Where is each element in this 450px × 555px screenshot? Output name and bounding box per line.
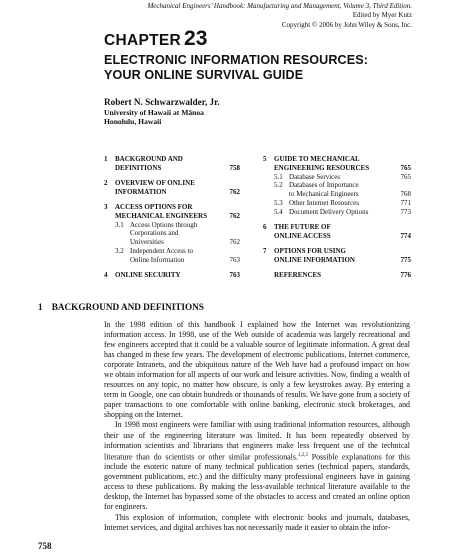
- toc-entry-title: REFERENCES: [274, 271, 322, 279]
- toc-subentry-page: 765: [400, 172, 411, 181]
- header-copyright: Copyright © 2006 by John Wiley & Sons, Inc.: [281, 20, 412, 29]
- running-header: [60, 2, 412, 30]
- toc-entry-title: OPTIONS FOR USING: [274, 247, 346, 255]
- toc-subentry-number: 5.3: [274, 199, 283, 207]
- header-editor: Edited by Myer Kutz: [352, 11, 412, 20]
- toc-entry-title: ONLINE INFORMATION: [274, 255, 355, 264]
- toc-entry-page: 758: [229, 163, 240, 172]
- toc-entry-title: ENGINEERING RESOURCES: [274, 163, 370, 172]
- paragraph: This explosion of information, complete with electronic books and journals, databases, Internet services, and digital archives has not necessarily made it easier to obtain the infor-: [104, 512, 410, 532]
- toc-entry-title: INFORMATION: [115, 187, 167, 196]
- toc-entry-title: GUIDE TO MECHANICAL: [274, 155, 360, 163]
- toc-entry-number: 2: [104, 179, 108, 187]
- toc-entry-number: 5: [263, 155, 267, 163]
- toc-entry-title: THE FUTURE OF: [274, 223, 331, 231]
- chapter-word: CHAPTER: [104, 32, 182, 49]
- chapter-heading: [104, 27, 207, 53]
- toc-entry-title: ACCESS OPTIONS FOR: [115, 203, 193, 211]
- toc-entry-title: ONLINE SECURITY: [115, 271, 181, 279]
- toc-subentry-number: 5.2: [274, 181, 283, 190]
- author-name: Robert N. Schwarzwalder, Jr.: [104, 97, 220, 107]
- toc-subentry-title: to Mechanical Engineers: [289, 190, 359, 199]
- toc-entry-page: 762: [229, 187, 240, 196]
- author-location: Honolulu, Hawaii: [104, 117, 162, 127]
- toc-entry-title: BACKGROUND AND: [115, 155, 183, 163]
- chapter-title-line-1: ELECTRONIC INFORMATION RESOURCES:: [104, 53, 369, 67]
- toc-entry-number: 7: [263, 247, 267, 255]
- toc-entry-number: 6: [263, 223, 267, 231]
- toc-entry-title: ONLINE ACCESS: [274, 231, 331, 240]
- toc-subentry-page: 763: [229, 255, 240, 264]
- toc-subentry-number: 5.4: [274, 207, 283, 216]
- toc-subentry-page: 773: [400, 207, 411, 216]
- paragraph: In 1998 most engineers were familiar with using traditional information resources, although their use of the engineering literature was limited. It has been repeatedly observed by information scientists and librarians that engineers make less frequent use of the technical literature than do scientists or other similar professionals.$^{1,2,3}$ Possible explanations for this include the esoteric nature of many technical publication series (technical papers, standards, government publications, etc.) and the difficulty many professional engineers have in gaining access to these publications. By making the less-available technical literature available to the desktop, the Internet has bypassed some of the obstacles to access and created an online option for engineers.: [104, 420, 410, 512]
- toc-entry-page: 763: [229, 271, 240, 279]
- toc-subentry-title: Independent Access to: [130, 247, 193, 255]
- chapter-number: 23: [184, 27, 208, 50]
- toc-subentry-number: 5.1: [274, 172, 283, 181]
- toc-entry-number: 4: [104, 271, 108, 279]
- toc-subentry-title: Other Internet Resources: [289, 199, 359, 207]
- toc-subentry-title: Databases of Importance: [289, 181, 359, 190]
- toc-entry-page: 762: [229, 211, 240, 220]
- author-block: [104, 96, 220, 127]
- section-number: 1: [38, 302, 43, 312]
- toc-entry-number: 3: [104, 203, 108, 211]
- page-number: 758: [38, 541, 52, 551]
- toc-subentry-number: 3.1: [115, 220, 124, 229]
- section-title: BACKGROUND AND DEFINITIONS: [51, 302, 204, 312]
- toc-entry-number: 1: [104, 155, 108, 163]
- toc-entry-title: DEFINITIONS: [115, 163, 162, 172]
- body-text: [104, 320, 410, 533]
- toc-entry-title: OVERVIEW OF ONLINE: [115, 179, 195, 187]
- toc-subentry-title: Database Services: [289, 172, 341, 181]
- reference-superscript: 1,2,3: [297, 452, 308, 458]
- toc-entry-title: MECHANICAL ENGINEERS: [115, 211, 207, 220]
- toc-entry-page: 774: [400, 231, 411, 240]
- toc-subentry-title: Access Options through: [130, 220, 198, 229]
- chapter-title-line-2: YOUR ONLINE SURVIVAL GUIDE: [104, 68, 304, 82]
- toc-subentry-title: Universities: [130, 238, 164, 247]
- header-book-title: Mechanical Engineers’ Handbook: Manufacturing and Management, Volume 3, Third Edition.: [147, 2, 412, 10]
- toc-entry-page: 765: [400, 163, 411, 172]
- chapter-title: [104, 53, 368, 83]
- section-heading: [38, 302, 204, 312]
- toc-subentry-number: 3.2: [115, 247, 124, 255]
- paragraph: In the 1998 edition of this handbook I explained how the Internet was revolutionizing information access. In 1998, use of the Web outside of academia was largely recreational and few engineers accepted that it could be a valuable source of legitimate information. A great deal has changed in these few years. The development of electronic publications, Internet commerce, corporate Intranets, and the ubiquitous nature of the Web have had a profound impact on how we obtain information for all aspects of our work and leisure activities. Now, finding a wealth of resources on any topic, no matter how obscure, is only a few keystrokes away. By entering a term in Google, one can obtain hundreds or thousands of results. We have gone from a society of paper transactions to one comfortable with online banking, electronic stock brokerages, and shopping on the Internet.: [104, 320, 410, 420]
- author-affiliation: University of Hawaii at Mānoa: [104, 108, 204, 117]
- toc-subentry-title: Online Information: [130, 255, 185, 264]
- toc-subentry-title: Corporations and: [130, 229, 179, 238]
- toc-subentry-title: Document Delivery Options: [289, 207, 369, 216]
- toc-entry-page: 775: [400, 255, 411, 264]
- toc-subentry-page: 771: [400, 199, 411, 207]
- toc-subentry-page: 762: [229, 238, 240, 247]
- toc-subentry-page: 768: [400, 190, 411, 199]
- toc-entry-page: 776: [400, 271, 411, 279]
